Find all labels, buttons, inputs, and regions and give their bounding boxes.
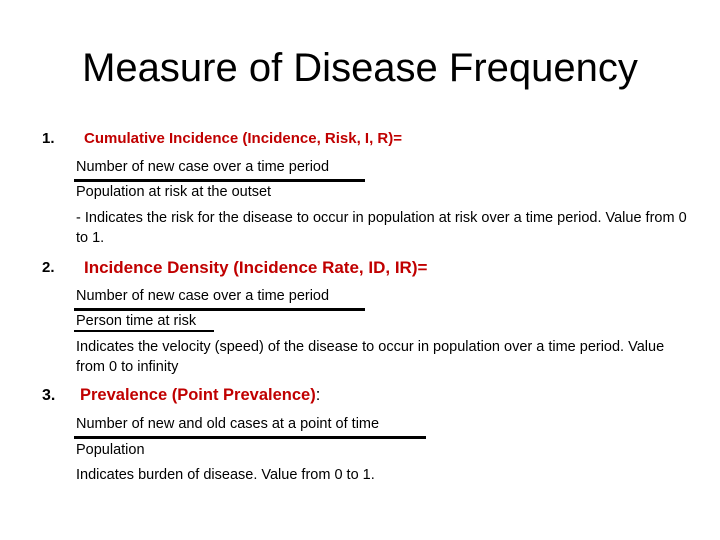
- formula-numerator: Number of new case over a time period: [76, 288, 330, 304]
- section-heading: Incidence Density (Incidence Rate, ID, IR)=: [84, 258, 428, 277]
- section-heading: Cumulative Incidence (Incidence, Risk, I, R)=: [84, 130, 403, 147]
- formula-numerator: Number of new case over a time period: [76, 159, 330, 175]
- section-heading: Prevalence (Point Prevalence): [80, 386, 316, 404]
- formula-denominator: Population at risk at the outset: [76, 184, 272, 200]
- fraction-bar: [74, 179, 365, 182]
- formula-denominator: Population: [76, 442, 145, 458]
- formula-numerator: Number of new and old cases at a point of time: [76, 416, 380, 432]
- section-description: Indicates burden of disease. Value from 0 to 1.: [76, 467, 375, 483]
- section-heading-line: [80, 386, 320, 405]
- heading-suffix: :: [315, 386, 321, 404]
- section-number: 3.: [42, 387, 56, 404]
- section-description: Indicates the velocity (speed) of the disease to occur in population over a time period. Value from 0 to infinity: [76, 339, 665, 375]
- section-description: - Indicates the risk for the disease to occur in population at risk over a time period. Value from 0 to 1.: [76, 210, 687, 246]
- fraction-bar: [74, 330, 214, 332]
- page-title: Measure of Disease Frequency: [82, 46, 638, 90]
- section-number: 2.: [42, 259, 55, 276]
- fraction-bar: [74, 436, 426, 439]
- section-number: 1.: [42, 130, 55, 147]
- formula-denominator: Person time at risk: [76, 313, 197, 329]
- fraction-bar: [74, 308, 365, 311]
